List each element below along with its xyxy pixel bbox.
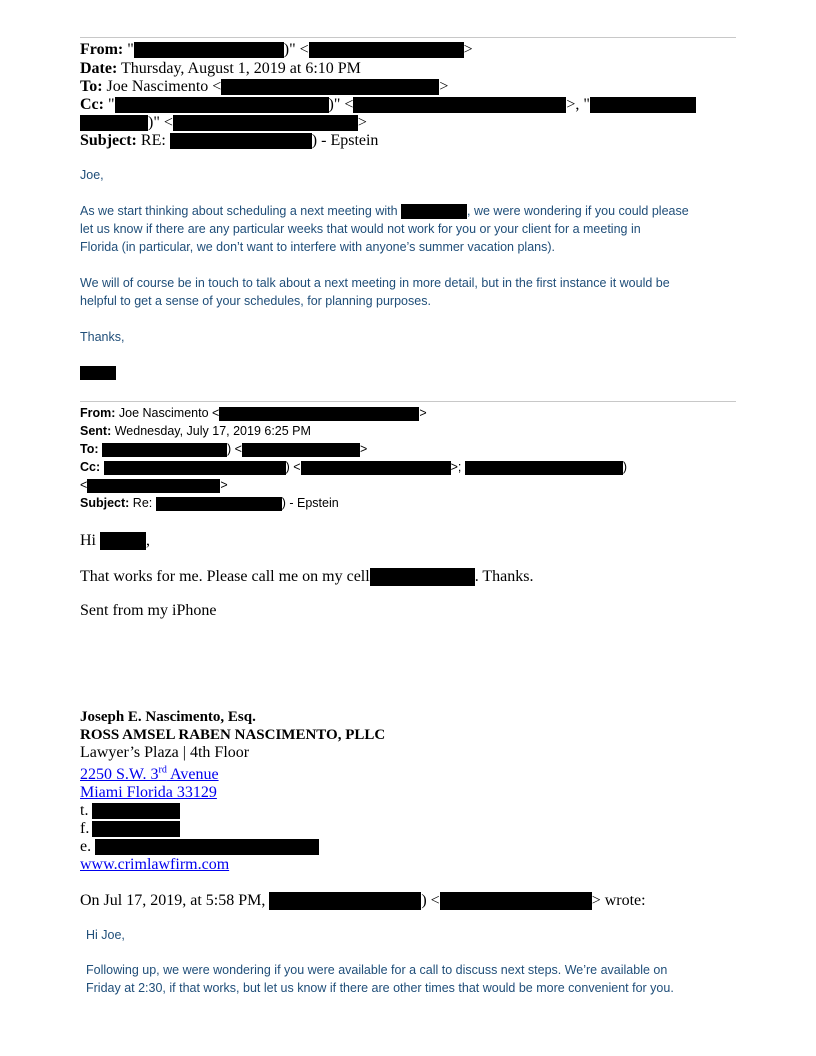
email1-cc-line2: )" < > bbox=[80, 114, 367, 132]
redaction bbox=[242, 443, 360, 457]
city-link[interactable]: Miami Florida 33129 bbox=[80, 784, 217, 801]
redaction bbox=[440, 892, 592, 910]
sent-value: Wednesday, July 17, 2019 6:25 PM bbox=[114, 424, 311, 438]
redaction bbox=[309, 42, 464, 58]
signature-address1[interactable] bbox=[80, 765, 219, 785]
email1-para1-line3: Florida (in particular, we don’t want to interfere with anyone’s summer vacation plans). bbox=[80, 240, 555, 254]
redaction bbox=[590, 97, 696, 113]
email2-body: That works for me. Please call me on my cell . Thanks. bbox=[80, 568, 534, 585]
date-label: Date: bbox=[80, 60, 118, 77]
email2-sent-from: Sent from my iPhone bbox=[80, 602, 217, 619]
email1-from-line: From: " )" < > bbox=[80, 41, 473, 58]
address-link[interactable]: 2250 S.W. 3rd Avenue bbox=[80, 764, 219, 783]
email2-subject-line: Subject: Re: ) - Epstein bbox=[80, 496, 339, 510]
redaction bbox=[465, 461, 623, 475]
email1-para2-line2: helpful to get a sense of your schedules, for planning purposes. bbox=[80, 294, 431, 308]
date-value: Thursday, August 1, 2019 at 6:10 PM bbox=[121, 60, 361, 77]
email1-para1-line2: let us know if there are any particular weeks that would not work for you or your client for a meeting in bbox=[80, 222, 641, 236]
top-divider bbox=[80, 37, 736, 38]
email1-cc-line: Cc: " )" < >, " bbox=[80, 96, 696, 114]
email2-from-line: From: Joe Nascimento < > bbox=[80, 406, 427, 420]
email2-greeting: Hi , bbox=[80, 532, 150, 549]
email1-para2-line1: We will of course be in touch to talk about a next meeting in more detail, but in the first instance it would be bbox=[80, 276, 670, 290]
redaction bbox=[353, 97, 566, 113]
redaction bbox=[156, 497, 282, 511]
fax-redaction bbox=[92, 821, 180, 837]
signature-redaction bbox=[80, 366, 116, 380]
subject-label: Subject: bbox=[80, 132, 137, 149]
from-label: From: bbox=[80, 406, 116, 420]
redaction bbox=[401, 204, 467, 219]
email2-cc-line2: < > bbox=[80, 478, 228, 492]
sent-label: Sent: bbox=[80, 424, 112, 438]
redaction bbox=[115, 97, 329, 113]
redaction bbox=[173, 115, 358, 131]
redaction bbox=[221, 79, 439, 95]
email-redaction bbox=[95, 839, 319, 855]
email3-para-line2: Friday at 2:30, if that works, but let us know if there are other times that would be more convenient for you. bbox=[86, 981, 674, 995]
signature-office: Lawyer’s Plaza | 4th Floor bbox=[80, 744, 250, 761]
email2-cc-line: Cc: ) < >; ) bbox=[80, 460, 628, 474]
email-divider bbox=[80, 401, 736, 402]
redaction bbox=[80, 115, 148, 131]
signature-website[interactable] bbox=[80, 856, 229, 874]
to-label: To: bbox=[80, 442, 99, 456]
redaction bbox=[269, 892, 421, 910]
from-label: From: bbox=[80, 41, 124, 58]
website-link[interactable]: www.crimlawfirm.com bbox=[80, 856, 230, 873]
redaction bbox=[104, 461, 286, 475]
email3-greeting: Hi Joe, bbox=[86, 928, 125, 942]
email1-para1-line1: As we start thinking about scheduling a next meeting with , we were wondering if you could please bbox=[80, 204, 689, 218]
subject-label: Subject: bbox=[80, 496, 130, 510]
to-label: To: bbox=[80, 78, 103, 95]
email1-greeting: Joe, bbox=[80, 168, 104, 182]
signature-fax: f. bbox=[80, 820, 90, 837]
email2-sent-line bbox=[80, 422, 311, 440]
email2-to-line: To: ) < > bbox=[80, 442, 368, 456]
redaction bbox=[100, 532, 146, 550]
cc-label: Cc: bbox=[80, 460, 101, 474]
signature-address2[interactable] bbox=[80, 784, 217, 802]
redaction bbox=[219, 407, 419, 421]
signature-name: Joseph E. Nascimento, Esq. bbox=[80, 709, 256, 725]
signature-firm: ROSS AMSEL RABEN NASCIMENTO, PLLC bbox=[80, 727, 386, 743]
redaction bbox=[134, 42, 284, 58]
phone-redaction bbox=[92, 803, 180, 819]
cc-label: Cc: bbox=[80, 96, 104, 113]
redaction bbox=[370, 568, 475, 586]
redaction bbox=[102, 443, 227, 457]
email1-date-line bbox=[80, 60, 361, 78]
signature-email: e. bbox=[80, 838, 92, 855]
email1-closing: Thanks, bbox=[80, 330, 125, 344]
email1-subject-line: Subject: RE: ) - Epstein bbox=[80, 132, 379, 149]
redaction bbox=[170, 133, 312, 149]
signature-phone: t. bbox=[80, 802, 89, 819]
email1-to-line: To: Joe Nascimento < > bbox=[80, 78, 449, 95]
redaction bbox=[87, 479, 220, 493]
email3-para-line1: Following up, we were wondering if you were available for a call to discuss next steps. We’re available on bbox=[86, 963, 668, 977]
redaction bbox=[301, 461, 451, 475]
email3-on-line: On Jul 17, 2019, at 5:58 PM, ) < > wrote: bbox=[80, 892, 646, 909]
